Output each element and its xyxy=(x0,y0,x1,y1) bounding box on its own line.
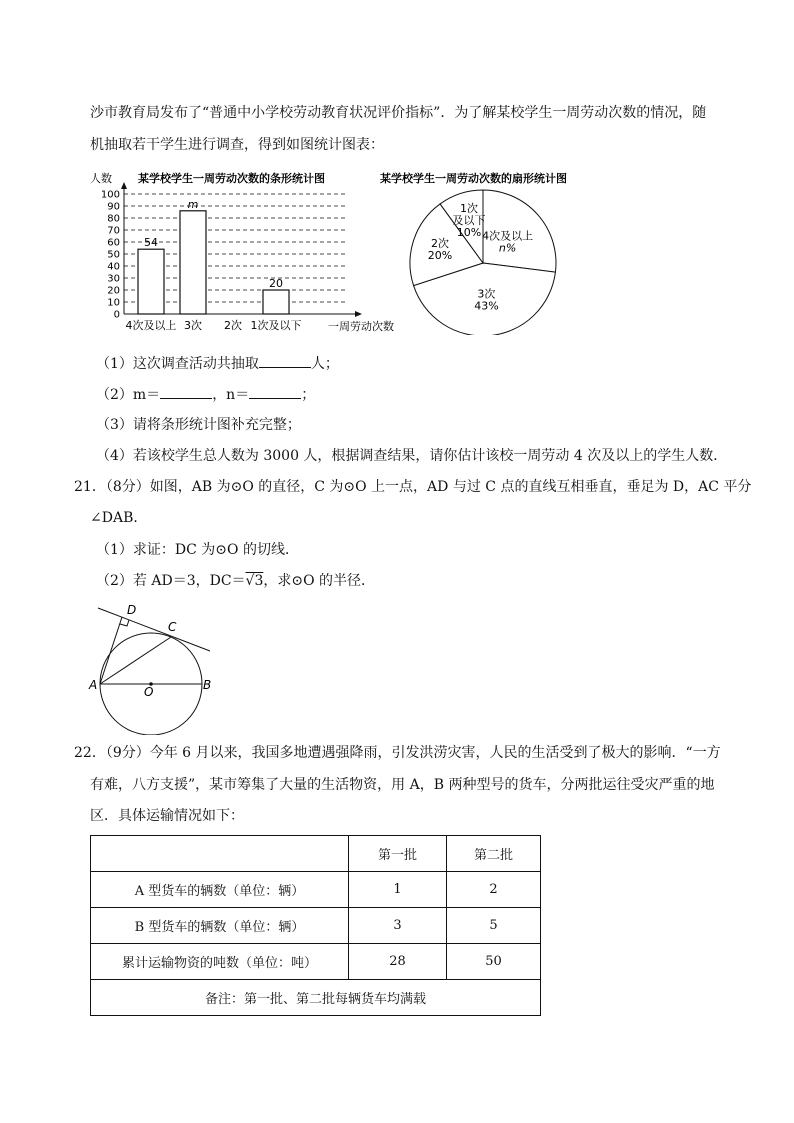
label-c: C xyxy=(168,620,177,634)
bar-chart-ylabel: 人数 xyxy=(90,172,112,185)
y-tick-label: 50 xyxy=(107,249,120,261)
sqrt-three: √3 xyxy=(245,573,264,589)
pie-slice-label: 3次 xyxy=(477,287,496,301)
q21-part-2-text: （2）若 AD＝3，DC＝ xyxy=(96,573,246,589)
tangent-line xyxy=(98,608,210,651)
table-cell: A 型货车的辆数（单位：辆） xyxy=(91,872,349,908)
q20-part-2-tail: ； xyxy=(301,387,316,403)
y-tick-label: 0 xyxy=(113,309,120,321)
table-note: 备注：第一批、第二批每辆货车均满载 xyxy=(91,980,541,1016)
label-a: A xyxy=(89,678,98,692)
table-cell: 28 xyxy=(349,944,447,980)
right-angle-mark xyxy=(120,620,129,626)
pie-slice-label: 2次 xyxy=(430,237,449,251)
circle-figure xyxy=(86,600,216,735)
segment-ad xyxy=(100,617,122,684)
table-header-row xyxy=(91,836,541,872)
q20-part-1 xyxy=(96,353,339,374)
table-row xyxy=(91,908,541,944)
intro-line-1: 沙市教育局发布了“普通中小学校劳动教育状况评价指标”．为了解某校学生一周劳动次数的情况，随 xyxy=(90,105,707,121)
y-tick-label: 100 xyxy=(100,189,120,201)
segment-ac xyxy=(100,637,171,684)
table-header-cell: 第二批 xyxy=(447,836,541,872)
label-d: D xyxy=(127,603,137,617)
bar xyxy=(180,211,206,314)
bar-value-label: m xyxy=(187,197,199,211)
pie-slice-value: n% xyxy=(498,241,517,255)
bar-chart-y-arrow xyxy=(121,182,127,189)
q22-stem-line-2: 有难，八方支援”，某市筹集了大量的生活物资，用 A，B 两种型号的货车，分两批运往受灾严重的地 xyxy=(90,777,715,793)
table-row xyxy=(91,872,541,908)
x-category-label: 3次 xyxy=(184,319,202,332)
pie-chart xyxy=(378,165,608,335)
y-tick-label: 80 xyxy=(107,213,120,225)
answer-blank-m[interactable] xyxy=(160,384,212,399)
q21-part-2 xyxy=(96,571,375,591)
table-cell: 50 xyxy=(447,944,541,980)
pie-slice-value: 10% xyxy=(456,225,482,239)
q21-stem-text: （8分）如图，AB 为⊙O 的直径，C 为⊙O 上一点，AD 与过 C 点的直线互相垂直，垂足为 D，AC 平分 xyxy=(105,479,752,495)
y-tick-label: 20 xyxy=(107,285,120,297)
q22-number: 22． xyxy=(74,745,106,761)
q20-part-4: （4）若该校学生总人数为 3000 人，根据调查结果，请你估计该校一周劳动 4 次及以上的学生人数． xyxy=(96,448,728,464)
table-cell: 3 xyxy=(349,908,447,944)
bar xyxy=(138,249,164,314)
q22-stem-line-1 xyxy=(74,743,721,763)
bar-chart-title: 某学校学生一周劳动次数的条形统计图 xyxy=(138,172,325,185)
pie-slice-value: 20% xyxy=(427,249,453,263)
bar-value-label: 54 xyxy=(144,236,158,250)
q21-number: 21． xyxy=(74,479,106,495)
x-category-label: 1次及以下 xyxy=(250,319,302,332)
transport-table xyxy=(90,835,541,1016)
table-cell: 1 xyxy=(349,872,447,908)
y-tick-label: 30 xyxy=(107,273,120,285)
pie-slice-label: 4次及以上 xyxy=(482,229,534,243)
q20-part-2 xyxy=(96,384,315,405)
q21-part-2-tail: ，求⊙O 的半径． xyxy=(263,573,376,589)
q21-stem-line-1 xyxy=(74,477,751,497)
table-cell: 累计运输物资的吨数（单位：吨） xyxy=(91,944,349,980)
label-b: B xyxy=(203,678,212,692)
x-category-label: 2次 xyxy=(224,319,242,332)
pie-chart-title: 某学校学生一周劳动次数的扇形统计图 xyxy=(380,172,567,185)
y-tick-label: 40 xyxy=(107,261,120,273)
answer-blank-total[interactable] xyxy=(259,353,311,368)
q21-stem-line-2: ∠DAB． xyxy=(90,510,148,526)
bar-chart xyxy=(88,165,408,340)
bar-chart-x-arrow xyxy=(355,311,362,317)
answer-blank-n[interactable] xyxy=(249,384,301,399)
bar xyxy=(263,290,289,314)
q21-part-1: （1）求证：DC 为⊙O 的切线． xyxy=(96,542,299,558)
bar-value-label: 20 xyxy=(269,277,283,290)
y-tick-label: 70 xyxy=(107,225,120,237)
table-note-row xyxy=(91,980,541,1016)
q20-part-2-m: （2）m＝ xyxy=(96,387,161,403)
x-category-label: 4次及以上 xyxy=(125,319,177,332)
bar-chart-xlabel: 一周劳动次数 xyxy=(328,320,394,333)
pie-slice-label: 及以下 xyxy=(452,213,486,227)
intro-line-2: 机抽取若干学生进行调查，得到如图统计图表： xyxy=(90,137,384,153)
y-tick-label: 90 xyxy=(107,201,120,213)
table-cell: 5 xyxy=(447,908,541,944)
pie-slice-label: 1次 xyxy=(460,201,479,215)
q20-part-2-n: ，n＝ xyxy=(212,387,250,403)
y-tick-label: 10 xyxy=(107,297,120,309)
q20-part-1-text: （1）这次调查活动共抽取 xyxy=(96,356,259,372)
table-cell: 2 xyxy=(447,872,541,908)
q22-stem-text: （9分）今年 6 月以来，我国多地遭遇强降雨，引发洪涝灾害，人民的生活受到了极大的影响．“一方 xyxy=(105,745,721,761)
table-header-cell: 第一批 xyxy=(349,836,447,872)
table-cell: B 型货车的辆数（单位：辆） xyxy=(91,908,349,944)
y-tick-label: 60 xyxy=(107,237,120,249)
q20-part-3: （3）请将条形统计图补充完整； xyxy=(96,417,301,433)
table-row xyxy=(91,944,541,980)
q20-part-1-tail: 人； xyxy=(310,356,339,372)
label-o: O xyxy=(144,685,154,699)
table-header-cell xyxy=(91,836,349,872)
q22-stem-line-3: 区．具体运输情况如下： xyxy=(90,808,244,824)
pie-slice-value: 43% xyxy=(474,299,499,313)
